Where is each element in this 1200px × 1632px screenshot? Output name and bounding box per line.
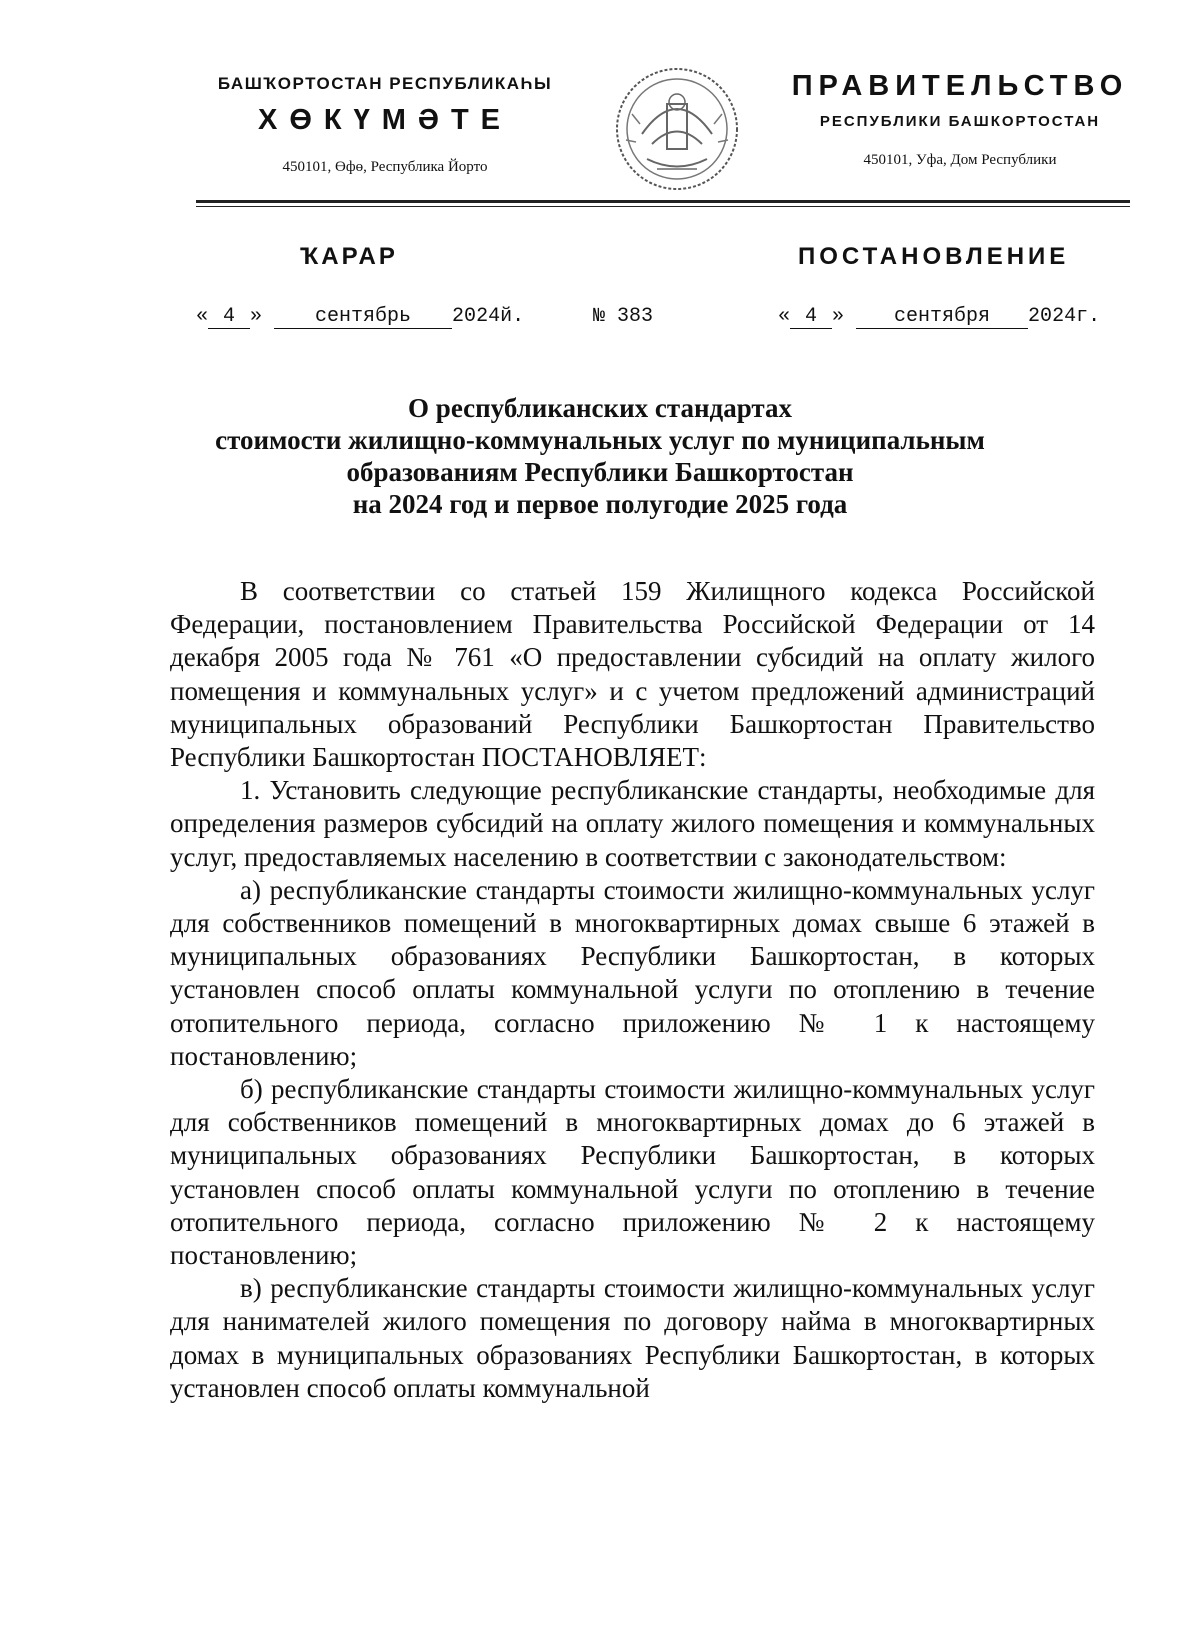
header-right-government: ПРАВИТЕЛЬСТВО xyxy=(791,70,1129,102)
date-right-day: 4 xyxy=(790,305,832,329)
date-right-month: сентября xyxy=(856,305,1028,329)
date-left-month: сентябрь xyxy=(274,305,452,329)
doc-type-right: ПОСТАНОВЛЕНИЕ xyxy=(798,243,1070,270)
header-right-address: 450101, Уфа, Дом Республики xyxy=(863,152,1057,168)
title-line: стоимости жилищно-коммунальных услуг по муниципальным xyxy=(215,425,985,455)
body-paragraph-item-b: б) республиканские стандарты стоимости жилищно-коммунальных услуг для собственников помещений в многоквартирных домах до 6 этажей в муниципальных образованиях Республики Башкортостан, в которых установлен способ оплаты коммунальной услуги по отоплению в течение отопительного периода, согласно приложению № 2 к настоящему постановлению; xyxy=(170,1074,1095,1271)
doc-type-left: ҠАРАР xyxy=(300,243,398,270)
document-number-label: № xyxy=(593,305,606,328)
date-right-year-suffix: 24г. xyxy=(1052,305,1101,328)
date-left xyxy=(196,305,524,329)
header-left-republic: БАШҠОРТОСТАН РЕСПУБЛИКАҺЫ xyxy=(217,74,553,93)
header-left-government: ХӨКҮМӘТЕ xyxy=(258,104,512,136)
body-paragraph-item-a: а) республиканские стандарты стоимости жилищно-коммунальных услуг для собственников помещений в многоквартирных домах свыше 6 этажей в муниципальных образованиях Республики Башкортостан, в которых установлен способ оплаты коммунальной услуги по отоплению в течение отопительного периода, согласно приложению № 1 к настоящему постановлению; xyxy=(170,874,1095,1071)
header-left-block xyxy=(195,74,575,176)
date-right-open-quote: « xyxy=(778,305,791,328)
body-paragraph-preamble: В соответствии со статьей 159 Жилищного кодекса Российской Федерации, постановлением Правительства Российской Федерации от 14 декабря 2005 года № 761 «О предоставлении субсидий на оплату жилого помещения и коммунальных услуг» и с учетом предложений администраций муниципальных образований Республики Башкортостан Правительство Республики Башкортостан ПОСТАНОВЛЯЕТ: xyxy=(170,576,1095,773)
date-right-close-quote: » xyxy=(832,305,845,328)
header-left-address: 450101, Өфө, Республика Йорто xyxy=(282,159,488,175)
document-body xyxy=(170,575,1095,1405)
header-divider-thick xyxy=(196,200,1130,203)
document-number xyxy=(593,305,653,328)
coat-of-arms-emblem-icon xyxy=(612,64,742,194)
date-left-close-quote: » xyxy=(250,305,263,328)
document-number-value: 383 xyxy=(617,305,654,328)
body-paragraph-item-1: 1. Установить следующие республиканские стандарты, необходимые для определения размеров субсидий на оплату жилого помещения и коммунальных услуг, предоставляемых населению в соответствии с законодательством: xyxy=(170,775,1095,872)
header-right-block xyxy=(790,70,1130,169)
title-line: на 2024 год и первое полугодие 2025 года xyxy=(352,489,848,519)
date-right xyxy=(778,305,1100,329)
document-title xyxy=(150,392,1050,520)
date-left-open-quote: « xyxy=(196,305,209,328)
title-line: О республиканских стандартах xyxy=(408,393,792,423)
body-paragraph-item-v: в) республиканские стандарты стоимости жилищно-коммунальных услуг для нанимателей жилого помещения по договору найма в многоквартирных домах в муниципальных образованиях Республики Башкортостан, в которых установлен способ оплаты коммунальной xyxy=(170,1273,1095,1403)
date-left-day: 4 xyxy=(208,305,250,329)
title-line: образованиям Республики Башкортостан xyxy=(346,457,854,487)
date-left-year-prefix: 20 xyxy=(452,305,477,328)
date-left-year-suffix: 24й. xyxy=(476,305,525,328)
date-right-year-prefix: 20 xyxy=(1028,305,1053,328)
header-divider-thin xyxy=(196,206,1130,207)
header-right-republic: РЕСПУБЛИКИ БАШКОРТОСТАН xyxy=(819,113,1101,130)
